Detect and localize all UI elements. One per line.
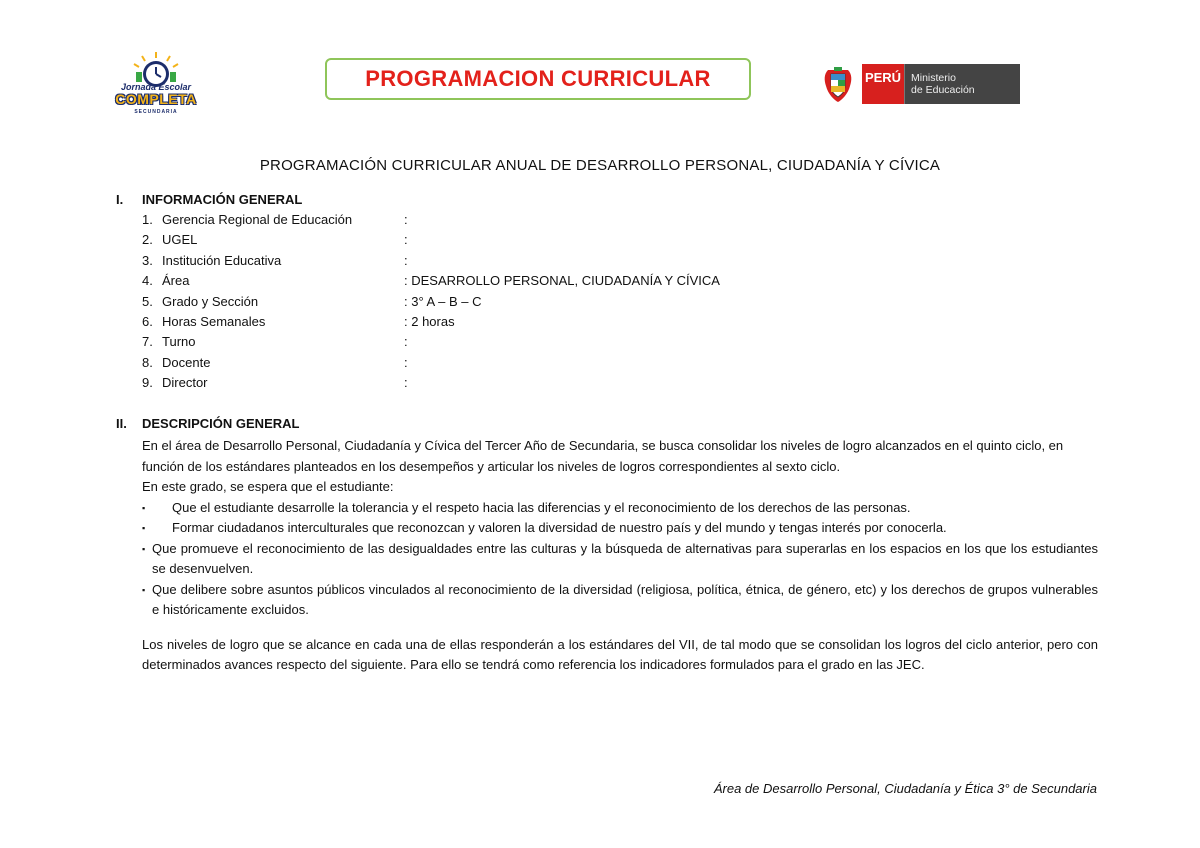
info-label: Horas Semanales <box>162 313 266 329</box>
bullet-square-icon: ▪ <box>142 543 146 554</box>
list-item-text: Que delibere sobre asuntos públicos vinculados al reconocimiento de la diversidad (religiosa, política, étnica, de género, etc) y los derechos de grupos vulnerables e históricamente excluidos. <box>152 581 1098 617</box>
logo-line-1: Jornada Escolar <box>120 82 192 92</box>
logo-line-2: COMPLETA <box>115 91 197 107</box>
peru-label-box <box>862 64 904 104</box>
info-label: Docente <box>162 354 211 370</box>
logo-line-3: SECUNDARIA <box>134 109 178 115</box>
section-1-heading <box>116 192 416 210</box>
ministry-line-2: de Educación <box>911 84 975 96</box>
header-title-box <box>325 58 751 100</box>
header-title: PROGRAMACION CURRICULAR <box>365 66 711 91</box>
list-item-text: Que el estudiante desarrolle la tolerancia y el respeto hacia las diferencias y el reconocimiento de los derechos de las personas. <box>172 499 911 515</box>
info-value: : <box>404 354 408 370</box>
list-item <box>142 498 1098 519</box>
info-value: : <box>404 212 408 227</box>
list-item <box>142 580 1098 621</box>
info-value: : <box>404 252 408 268</box>
info-number: 4. <box>142 273 153 289</box>
section-1-number: I. <box>116 192 124 207</box>
info-label: Grado y Sección <box>162 293 259 309</box>
info-value: : <box>404 334 408 350</box>
description-intro: En el área de Desarrollo Personal, Ciudadanía y Cívica del Tercer Año de Secundaria, se busca consolidar los niveles de logro alcanzados en el quinto ciclo, en función de los estándares planteados en los desempeños y articular los niveles de logros correspondientes al sexto ciclo. <box>142 438 1064 474</box>
general-description <box>142 436 1098 676</box>
paragraph-gap <box>142 621 1098 635</box>
section-1-title: INFORMACIÓN GENERAL <box>142 192 303 207</box>
info-number: 7. <box>142 334 153 350</box>
bullet-square-icon: ▪ <box>142 523 146 533</box>
section-2-heading <box>116 416 416 434</box>
info-label: Gerencia Regional de Educación <box>162 212 353 227</box>
page-footer: Área de Desarrollo Personal, Ciudadanía y Ética 3° de Secundaria <box>713 781 1097 796</box>
list-item-text: Formar ciudadanos interculturales que reconozcan y valoren la diversidad de nuestro país y del mundo y tengas interés por conocerla. <box>172 520 947 535</box>
section-2-title: DESCRIPCIÓN GENERAL <box>142 416 300 431</box>
info-number: 8. <box>142 354 153 370</box>
info-label: Institución Educativa <box>162 252 282 268</box>
description-lead: En este grado, se espera que el estudiante: <box>142 479 394 494</box>
bullet-square-icon: ▪ <box>142 584 146 595</box>
info-number: 1. <box>142 212 153 227</box>
ministry-line-1: Ministerio <box>911 72 956 84</box>
section-2-number: II. <box>116 416 127 431</box>
info-number: 5. <box>142 293 153 309</box>
jornada-escolar-logo <box>108 50 204 120</box>
info-value: : DESARROLLO PERSONAL, CIUDADANÍA Y CÍVICA <box>404 273 720 289</box>
info-value: : <box>404 232 408 248</box>
info-label: Director <box>162 375 208 391</box>
info-value: : 3° A – B – C <box>404 293 482 309</box>
coat-of-arms-icon <box>822 64 854 104</box>
list-item <box>142 539 1098 580</box>
list-item <box>142 518 1098 539</box>
info-number: 6. <box>142 313 153 329</box>
info-label: Turno <box>162 334 196 350</box>
info-value: : 2 horas <box>404 313 455 329</box>
info-label: Área <box>162 273 190 289</box>
ministry-label-box <box>904 64 1020 104</box>
ministry-logo <box>822 64 1020 104</box>
info-number: 3. <box>142 252 153 268</box>
description-closing: Los niveles de logro que se alcance en cada una de ellas responderán a los estándares del VII, de tal modo que se consolidan los logros del ciclo anterior, pero con determinados avances respecto del siguiente. Para ello se tendrá como referencia los indicadores formulados para el grado en las JEC. <box>142 636 1098 672</box>
bullet-square-icon: ▪ <box>142 502 146 513</box>
peru-label: PERÚ <box>864 70 902 85</box>
info-number: 9. <box>142 375 153 391</box>
document-title: PROGRAMACIÓN CURRICULAR ANUAL DE DESARROLLO PERSONAL, CIUDADANÍA Y CÍVICA <box>259 157 941 174</box>
info-value: : <box>404 375 408 391</box>
list-item-text: Que promueve el reconocimiento de las desigualdades entre las culturas y la búsqueda de alternativas para superarlas en los espacios en los que los estudiantes se desenvuelven. <box>152 540 1098 576</box>
info-label: UGEL <box>162 232 198 248</box>
info-number: 2. <box>142 232 153 248</box>
